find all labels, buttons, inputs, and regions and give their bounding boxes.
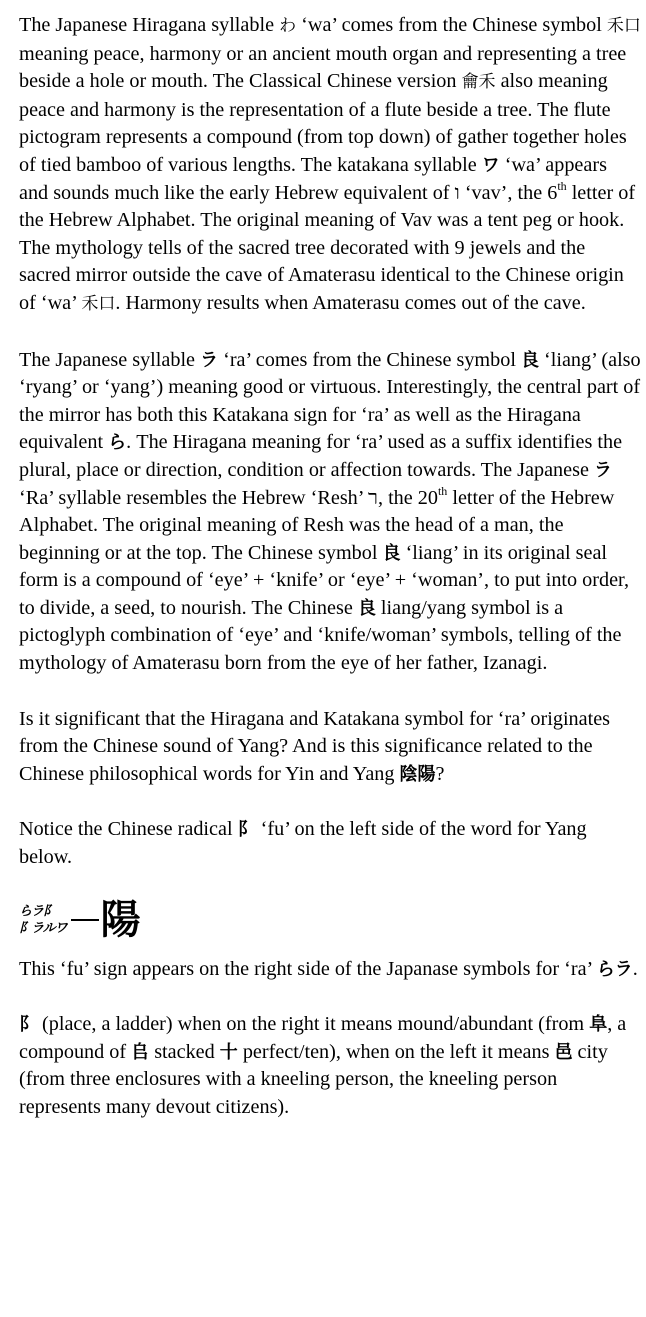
katakana-wa-glyph: ワ xyxy=(481,154,500,176)
text-run: ‘ra’ comes from the Chinese symbol xyxy=(218,348,521,371)
paragraph-yin-yang xyxy=(19,706,641,789)
figure-kana-top: らラ阝 xyxy=(19,903,56,919)
figure-connector-line xyxy=(71,919,99,921)
text-run: stacked xyxy=(149,1040,220,1063)
text-run: ‘wa’ comes from the Chinese symbol xyxy=(296,14,607,36)
chinese-fu-mound-glyph: 阜 xyxy=(589,1014,608,1036)
paragraph-ra xyxy=(19,347,641,678)
chinese-wa-glyph: 禾口 xyxy=(606,16,641,36)
katakana-ra-glyph: ラ xyxy=(200,349,219,371)
text-run: also meaning peace and harmony is the representation of a flute beside a tree. The flute pictogram represents a compound (from top down) of gather together holes of tied bamboo of various lengths. The katakana syllable xyxy=(19,70,627,176)
document-page xyxy=(19,12,641,1122)
yang-derivation-figure xyxy=(19,886,641,954)
figure-kana-stack xyxy=(19,903,67,937)
fu-radical-glyph-2: 阝 xyxy=(19,1014,37,1036)
paragraph-gap xyxy=(19,678,641,706)
hebrew-resh-glyph: ר xyxy=(368,486,378,509)
chinese-wa-glyph-2: 禾口 xyxy=(81,293,116,314)
ordinal-suffix: th xyxy=(557,178,567,193)
hiragana-wa-glyph: わ xyxy=(279,16,297,36)
paragraph-fu-sign xyxy=(19,956,641,984)
text-run: . xyxy=(632,957,638,980)
figure-kana-bottom: 阝ラルワ xyxy=(19,920,67,936)
chinese-city-glyph: 邑 xyxy=(554,1041,573,1063)
text-run: ? xyxy=(435,762,445,785)
figure-yang-glyph: 陽 xyxy=(100,896,141,943)
paragraph-wa xyxy=(19,12,641,319)
text-run: Is it significant that the Hiragana and Katakana symbol for ‘ra’ originates from the Chinese sound of Yang? And is this significance related to the Chinese philosophical words for Yin and Yang xyxy=(19,707,611,785)
hiragana-ra-glyph: ら xyxy=(108,432,127,454)
text-run: ‘liang’ (also ‘ryang’ or ‘yang’) meaning good or virtuous. Interestingly, the central part of the mirror has both this Katakana sign for ‘ra’ as well as the Hiragana equivalent xyxy=(19,348,641,454)
paragraph-fu-meaning xyxy=(19,1011,641,1121)
paragraph-gap xyxy=(19,319,641,347)
text-run: liang/yang symbol is a pictoglyph combination of ‘eye’ and ‘knife/woman’ symbols, telling of the mythology of Amaterasu born from the eye of her father, Izanagi. xyxy=(19,596,622,675)
chinese-stacked-glyph: 𠂤 xyxy=(131,1041,150,1063)
classical-chinese-wa-glyph: 龠禾 xyxy=(461,72,496,93)
chinese-liang-glyph-2: 良 xyxy=(382,542,401,564)
katakana-ra-glyph-2: ラ xyxy=(593,459,612,481)
text-run: . Harmony results when Amaterasu comes out of the cave. xyxy=(115,291,586,314)
text-run: This ‘fu’ sign appears on the right side of the Japanase symbols for ‘ra’ xyxy=(19,957,597,980)
text-run: The Japanese Hiragana syllable xyxy=(19,14,280,36)
paragraph-gap xyxy=(19,983,641,1011)
text-run: ‘vav’, the 6 xyxy=(459,181,558,204)
text-run: Notice the Chinese radical xyxy=(19,818,238,841)
chinese-liang-glyph-3: 良 xyxy=(357,597,376,619)
text-run: ‘wa’ appears and sounds much like the early Hebrew equivalent of xyxy=(19,153,607,204)
text-run: ‘Ra’ syllable resembles the Hebrew ‘Resh’ xyxy=(19,486,369,509)
text-run: ‘liang’ in its original seal form is a compound of ‘eye’ + ‘knife’ or ‘eye’ + ‘woman’, to put into order, to divide, a seed, to nourish. The Chinese xyxy=(19,541,629,619)
hebrew-vav-glyph: ו xyxy=(454,181,460,204)
text-run: (place, a ladder) when on the right it means mound/abundant (from xyxy=(37,1013,590,1036)
text-run: The Japanese syllable xyxy=(19,348,201,371)
text-run: letter of the Hebrew Alphabet. The original meaning of Vav was a tent peg or hook. The mythology tells of the sacred tree decorated with 9 jewels and the sacred mirror outside the cave of Amaterasu identical to the Chinese origin of ‘wa’ xyxy=(19,181,636,314)
text-run: perfect/ten), when on the left it means xyxy=(237,1040,555,1063)
ordinal-suffix: th xyxy=(437,483,448,498)
ra-kana-glyphs: らラ xyxy=(596,958,633,980)
text-run: , the 20 xyxy=(377,486,438,509)
fu-radical-glyph: 阝 xyxy=(237,819,256,841)
text-run: letter of the Hebrew Alphabet. The original meaning of Resh was the head of a man, the beginning or at the top. The Chinese symbol xyxy=(19,486,615,564)
text-run: ‘fu’ on the left side of the word for Yang below. xyxy=(19,818,587,869)
chinese-yin-yang-glyph: 陰陽 xyxy=(399,763,436,785)
text-run: . The Hiragana meaning for ‘ra’ used as a suffix identifies the plural, place or direction, condition or affection towards. The Japanese xyxy=(19,431,623,481)
text-run: city (from three enclosures with a kneeling person, the kneeling person represents many devout citizens). xyxy=(19,1040,608,1118)
paragraph-gap xyxy=(19,788,641,816)
chinese-ten-glyph: 十 xyxy=(219,1041,238,1063)
text-run: , a compound of xyxy=(19,1013,627,1063)
paragraph-fu-radical xyxy=(19,816,641,871)
chinese-liang-glyph: 良 xyxy=(520,349,539,371)
text-run: meaning peace, harmony or an ancient mouth organ and representing a tree beside a hole or mouth. The Classical Chinese version xyxy=(19,42,627,93)
